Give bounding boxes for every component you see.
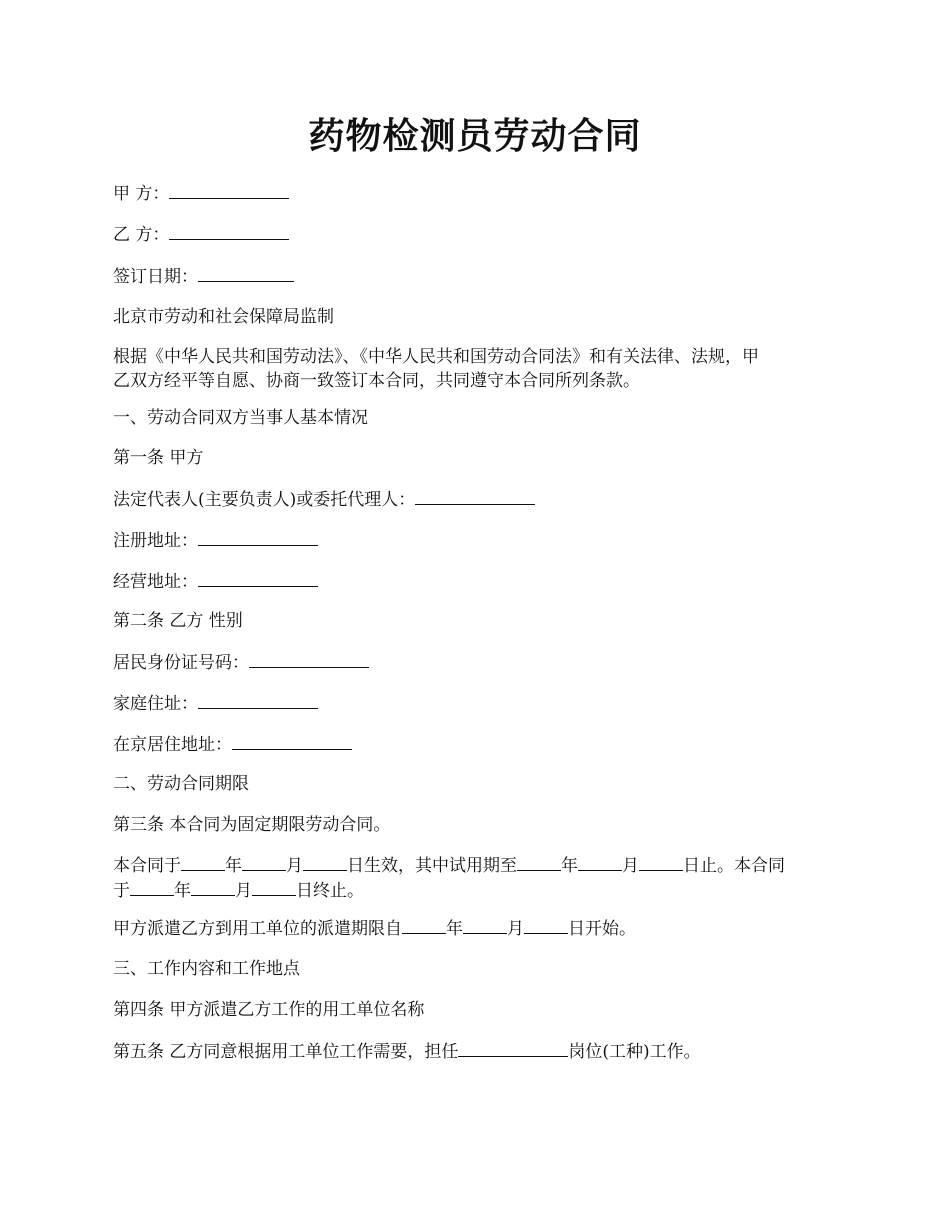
registered-address-line [113,528,838,553]
month-label: 月 [286,856,303,876]
document-title: 药物检测员劳动合同 [308,115,642,157]
contract-term-line-1 [113,853,838,878]
beijing-address-line [113,732,838,757]
article-2: 第二条 乙方 性别 [113,611,243,631]
end-day-blank[interactable] [252,878,296,896]
business-address-line [113,569,838,594]
probation-year-blank[interactable] [517,853,561,871]
business-address-blank[interactable] [198,569,318,587]
section-1-heading: 一、劳动合同双方当事人基本情况 [113,408,368,428]
sign-date-blank[interactable] [198,264,294,282]
probation-end-label: 日止。本合同 [683,856,785,876]
business-address-label: 经营地址： [113,572,198,592]
start-month-blank[interactable] [242,853,286,871]
id-number-blank[interactable] [249,650,369,668]
article-5-line [113,1039,838,1064]
end-month-blank[interactable] [191,878,235,896]
sign-date-line [113,264,838,289]
preamble-line-2: 乙双方经平等自愿、协商一致签订本合同，共同遵守本合同所列条款。 [113,371,640,391]
dispatch-period-line [113,916,838,941]
article-3: 第三条 本合同为固定期限劳动合同。 [113,815,391,835]
probation-day-blank[interactable] [639,853,683,871]
home-address-line [113,691,838,716]
party-a-blank[interactable] [169,181,289,199]
terminate-label: 日终止。 [296,881,364,901]
supervisor-line: 北京市劳动和社会保障局监制 [113,307,334,327]
id-number-label: 居民身份证号码： [113,653,249,673]
preamble-paragraph [113,345,838,393]
month-label: 月 [235,881,252,901]
party-a-line [113,181,838,206]
year-label: 年 [174,881,191,901]
party-b-blank[interactable] [169,222,289,240]
sign-date-label: 签订日期： [113,267,198,287]
end-year-blank[interactable] [130,878,174,896]
id-number-line [113,650,838,675]
article-5-suffix: 岗位(工种)工作。 [568,1042,701,1062]
registered-address-label: 注册地址： [113,531,198,551]
start-year-blank[interactable] [181,853,225,871]
article-5-label: 第五条 乙方同意根据用工单位工作需要，担任 [113,1042,459,1062]
year-label: 年 [561,856,578,876]
beijing-address-label: 在京居住地址： [113,735,232,755]
preamble-line-1: 根据《中华人民共和国劳动法》、《中华人民共和国劳动合同法》和有关法律、法规，甲 [113,347,759,367]
dispatch-day-blank[interactable] [524,916,568,934]
dispatch-label: 甲方派遣乙方到用工单位的派遣期限自 [113,919,402,939]
probation-month-blank[interactable] [578,853,622,871]
legal-rep-label: 法定代表人(主要负责人)或委托代理人： [113,490,416,510]
month-label: 月 [622,856,639,876]
year-label: 年 [225,856,242,876]
contract-term-line-2 [113,878,838,903]
home-address-label: 家庭住址： [113,694,198,714]
post-blank[interactable] [458,1039,568,1057]
article-4: 第四条 甲方派遣乙方工作的用工单位名称 [113,1000,425,1020]
section-3-heading: 三、工作内容和工作地点 [113,959,300,979]
effective-label: 日生效，其中试用期至 [347,856,517,876]
party-b-label: 乙 方： [113,225,170,245]
dispatch-year-blank[interactable] [402,916,446,934]
article-1: 第一条 甲方 [113,448,204,468]
dispatch-start-label: 日开始。 [568,919,636,939]
legal-rep-blank[interactable] [415,487,535,505]
start-day-blank[interactable] [303,853,347,871]
party-b-line [113,222,838,247]
dispatch-month-blank[interactable] [463,916,507,934]
home-address-blank[interactable] [198,691,318,709]
year-label: 年 [446,919,463,939]
registered-address-blank[interactable] [198,528,318,546]
beijing-address-blank[interactable] [232,732,352,750]
month-label: 月 [507,919,524,939]
section-2-heading: 二、劳动合同期限 [113,774,249,794]
term-start-label: 本合同于 [113,856,181,876]
legal-rep-line [113,487,838,512]
party-a-label: 甲 方： [113,184,170,204]
contract-term-paragraph [113,853,838,903]
term-end-prefix: 于 [113,881,130,901]
